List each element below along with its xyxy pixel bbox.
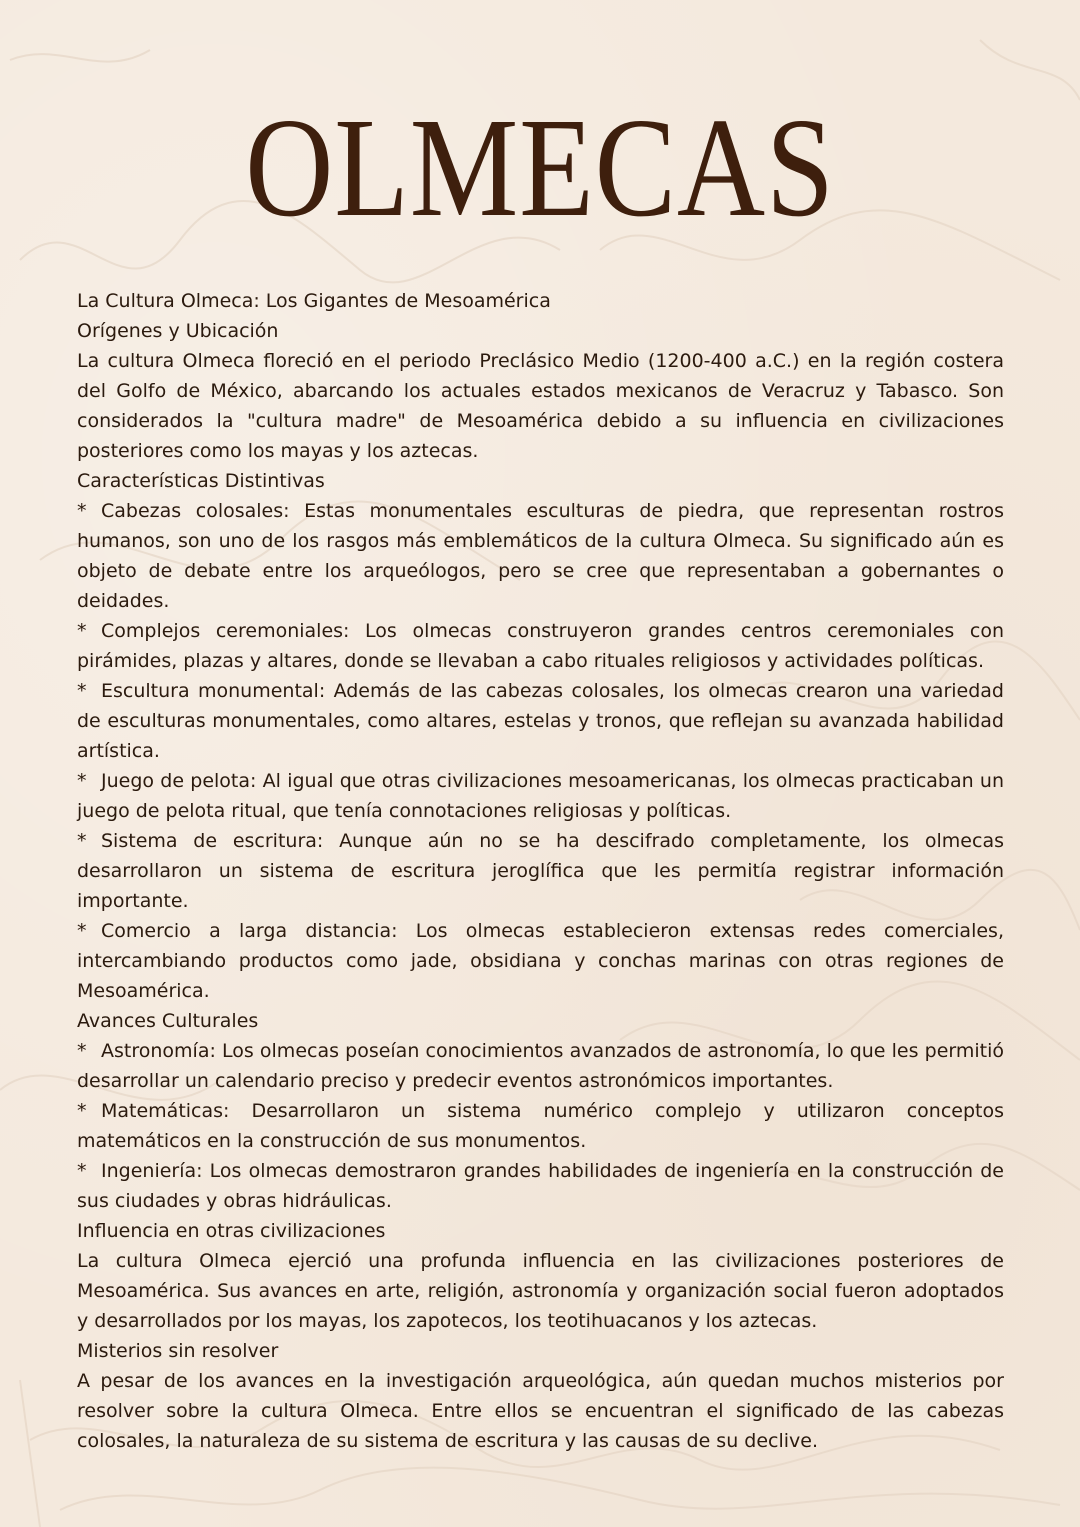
bullet-marker-icon: * — [77, 500, 87, 522]
section-paragraph-origenes: La cultura Olmeca floreció en el periodo Preclásico Medio (1200-400 a.C.) en la región costera del Golfo de México, abarcando los actuales estados mexicanos de Veracruz y Tabasco. Son considerados la "cultura madre" de Mesoamérica debido a su influencia en civilizaciones posteriores como los mayas y los aztecas. — [77, 350, 1004, 462]
bullet-marker-icon: * — [77, 680, 87, 702]
bullet-text: Sistema de escritura: Aunque aún no se ha descifrado completamente, los olmecas desarrollaron un sistema de escritura jeroglífica que les permitía registrar información importante. — [77, 830, 1004, 912]
bullet-text: Juego de pelota: Al igual que otras civilizaciones mesoamericanas, los olmecas practicaban un juego de pelota ritual, que tenía connotaciones religiosas y políticas. — [77, 770, 1004, 822]
section-heading-misterios: Misterios sin resolver — [77, 1340, 279, 1362]
bullet-text: Escultura monumental: Además de las cabezas colosales, los olmecas crearon una variedad de esculturas monumentales, como altares, estelas y tronos, que reflejan su avanzada habilidad artística. — [77, 680, 1004, 762]
bullet-item — [77, 1036, 1004, 1096]
bullet-text: Comercio a larga distancia: Los olmecas establecieron extensas redes comerciales, intercambiando productos como jade, obsidiana y conchas marinas con otras regiones de Mesoamérica. — [77, 920, 1004, 1002]
bullet-item — [77, 766, 1004, 826]
section-heading-caracteristicas: Características Distintivas — [77, 470, 325, 492]
bullet-item — [77, 496, 1004, 616]
bullet-item — [77, 1096, 1004, 1156]
section-paragraph-influencia: La cultura Olmeca ejerció una profunda influencia en las civilizaciones posteriores de Mesoamérica. Sus avances en arte, religión, astronomía y organización social fueron adoptados y desarrollados por los mayas, los zapotecos, los teotihuacanos y los aztecas. — [77, 1250, 1004, 1332]
document-body — [77, 286, 1004, 1456]
bullet-marker-icon: * — [77, 1100, 87, 1122]
bullet-marker-icon: * — [77, 1040, 87, 1062]
bullet-text: Ingeniería: Los olmecas demostraron grandes habilidades de ingeniería en la construcción de sus ciudades y obras hidráulicas. — [77, 1160, 1004, 1212]
bullet-marker-icon: * — [77, 770, 87, 792]
bullet-marker-icon: * — [77, 620, 87, 642]
section-heading-origenes: Orígenes y Ubicación — [77, 320, 279, 342]
bullet-text: Astronomía: Los olmecas poseían conocimientos avanzados de astronomía, lo que les permitió desarrollar un calendario preciso y predecir eventos astronómicos importantes. — [77, 1040, 1004, 1092]
bullet-marker-icon: * — [77, 1160, 87, 1182]
bullet-item — [77, 916, 1004, 1006]
bullet-item — [77, 676, 1004, 766]
bullet-text: Matemáticas: Desarrollaron un sistema numérico complejo y utilizaron conceptos matemáticos en la construcción de sus monumentos. — [77, 1100, 1004, 1152]
bullet-item — [77, 616, 1004, 676]
bullet-marker-icon: * — [77, 920, 87, 942]
bullet-marker-icon: * — [77, 830, 87, 852]
bullet-item — [77, 826, 1004, 916]
section-heading-influencia: Influencia en otras civilizaciones — [77, 1220, 386, 1242]
section-paragraph-misterios: A pesar de los avances en la investigación arqueológica, aún quedan muchos misterios por resolver sobre la cultura Olmeca. Entre ellos se encuentran el significado de las cabezas colosales, la naturaleza de su sistema de escritura y las causas de su declive. — [77, 1370, 1004, 1452]
bullet-text: Complejos ceremoniales: Los olmecas construyeron grandes centros ceremoniales con pirámides, plazas y altares, donde se llevaban a cabo rituales religiosos y actividades políticas. — [77, 620, 1004, 672]
page-title: OLMECAS — [245, 88, 835, 246]
bullet-item — [77, 1156, 1004, 1216]
main-heading: La Cultura Olmeca: Los Gigantes de Mesoamérica — [77, 290, 551, 312]
bullet-text: Cabezas colosales: Estas monumentales esculturas de piedra, que representan rostros humanos, son uno de los rasgos más emblemáticos de la cultura Olmeca. Su significado aún es objeto de debate entre los arqueólogos, pero se cree que representaban a gobernantes o deidades. — [77, 500, 1004, 612]
section-heading-avances: Avances Culturales — [77, 1010, 259, 1032]
